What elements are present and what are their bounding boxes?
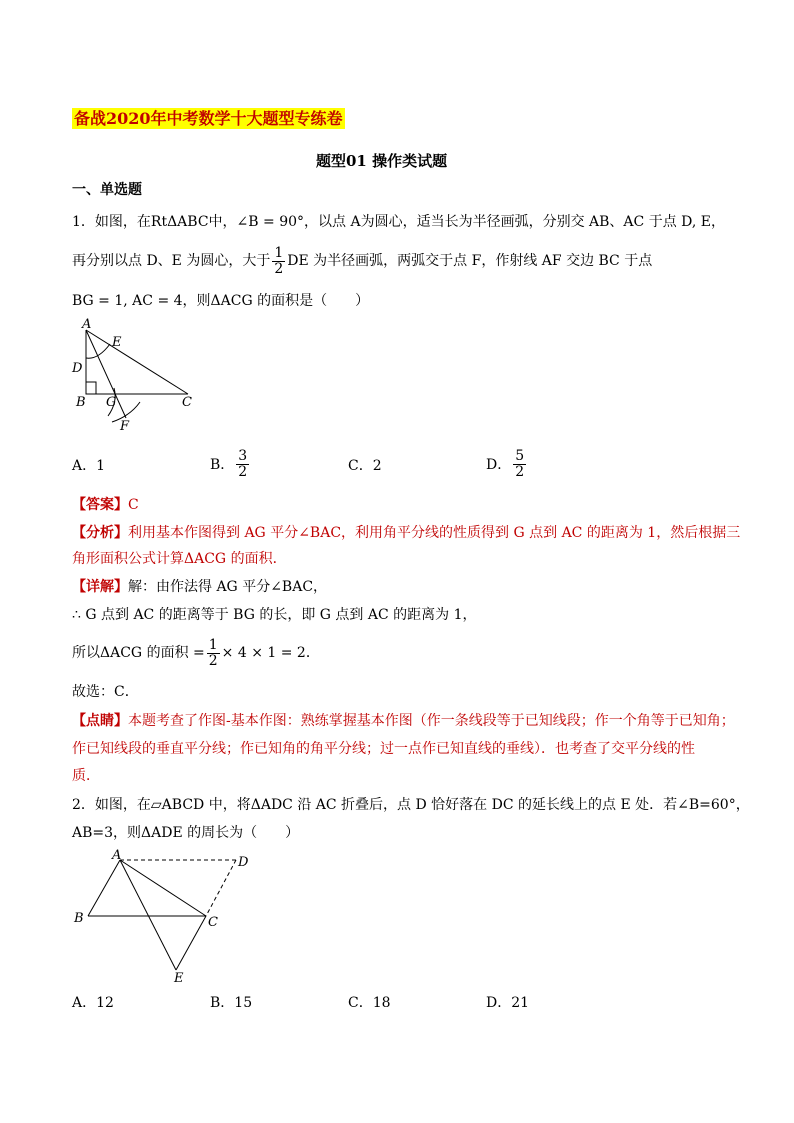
q1-line1: 1．如图，在RtΔABC中，∠B = 90°，以点 A为圆心，适当长为半径画弧，分别交 AB、AC 于点 D, E， xyxy=(72,214,725,230)
header-title: 备战2020年中考数学十大题型专练卷 xyxy=(74,109,343,128)
label-e: E xyxy=(112,335,122,350)
q2-option-d: D．21 xyxy=(486,995,530,1011)
label-e: E xyxy=(174,971,184,984)
q1-option-d-frac: $\frac{5}{2}$ xyxy=(515,447,525,480)
label-c: C xyxy=(208,915,218,930)
q2-line2: AB=3，则ΔADE 的周长为（ ） xyxy=(72,825,300,841)
segment-dc-dashed xyxy=(206,860,236,916)
right-angle-mark xyxy=(86,382,96,394)
section-heading: 一、单选题 xyxy=(72,182,142,198)
q1-detail-line2: ∴ G 点到 AC 的距离等于 BG 的长，即 G 点到 AC 的距离为 1， xyxy=(72,607,477,623)
q1-option-d: D． $\frac{5}{2}$ xyxy=(486,447,525,480)
q1-detail-line1: 【详解】解：由作法得 AG 平分∠BAC， xyxy=(72,579,328,595)
doc-header xyxy=(72,106,345,129)
label-b: B xyxy=(74,911,84,926)
q1-line2 xyxy=(72,244,652,278)
q1-line2b: DE 为半径画弧，两弧交于点 F，作射线 AF 交边 BC 于点 xyxy=(287,253,653,269)
q1-half-fraction: $\frac{1}{2}$ xyxy=(274,244,284,277)
q1-option-b-frac: $\frac{3}{2}$ xyxy=(238,447,248,480)
segment-ac xyxy=(120,860,206,916)
q1-option-a: A．1 xyxy=(72,458,106,474)
q1-analysis-line2: 角形面积公式计算ΔACG 的面积． xyxy=(72,551,287,567)
q2-figure xyxy=(68,848,268,984)
q1-line2a: 再分别以点 D、E 为圆心，大于 xyxy=(72,253,271,269)
q1-answer: 【答案】C xyxy=(72,497,139,513)
q1-comment-line2: 作已知线段的垂直平分线；作已知角的角平分线；过一点作已知直线的垂线）．也考查了交平分线的性 xyxy=(72,741,695,757)
label-a: A xyxy=(112,848,122,863)
label-c: C xyxy=(182,395,192,410)
segment-ab xyxy=(88,860,120,916)
q2-option-c: C．18 xyxy=(348,995,391,1011)
q1-option-b: B． $\frac{3}{2}$ xyxy=(210,447,248,480)
q1-comment-line3: 质． xyxy=(72,768,100,784)
label-f: F xyxy=(120,419,130,434)
q1-comment-line1: 【点睛】本题考查了作图-基本作图：熟练掌握基本作图（作一条线段等于已知线段；作一个角等于已知角； xyxy=(72,713,735,729)
label-a: A xyxy=(82,318,92,332)
q1-line3: BG = 1, AC = 4，则ΔACG 的面积是（ ） xyxy=(72,293,370,309)
q1-detail-line3: 所以ΔACG 的面积 = $\frac{1}{2}$ × 4 × 1 = 2． xyxy=(72,636,320,669)
label-b: B xyxy=(76,395,86,410)
q2-line1: 2．如图，在▱ABCD 中，将ΔADC 沿 AC 折叠后，点 D 恰好落在 DC 的延长线上的点 E 处．若∠B=60°， xyxy=(72,797,750,813)
q1-detail-line4: 故选：C． xyxy=(72,684,139,700)
label-d: D xyxy=(72,361,83,376)
segment-ce xyxy=(176,916,206,970)
q2-option-a: A．12 xyxy=(72,995,114,1011)
label-g: G xyxy=(106,395,117,410)
q1-option-c: C．2 xyxy=(348,458,382,474)
segment-ae xyxy=(120,860,176,970)
page-subtitle: 题型01 操作类试题 xyxy=(316,152,448,170)
q2-option-b: B．15 xyxy=(210,995,253,1011)
q1-figure xyxy=(68,318,208,436)
segment-ac xyxy=(86,330,188,394)
q1-detail-fraction: $\frac{1}{2}$ xyxy=(208,636,218,669)
label-d: D xyxy=(238,855,249,870)
q1-analysis-line1: 【分析】利用基本作图得到 AG 平分∠BAC，利用角平分线的性质得到 G 点到 AC 的距离为 1，然后根据三 xyxy=(72,525,741,541)
